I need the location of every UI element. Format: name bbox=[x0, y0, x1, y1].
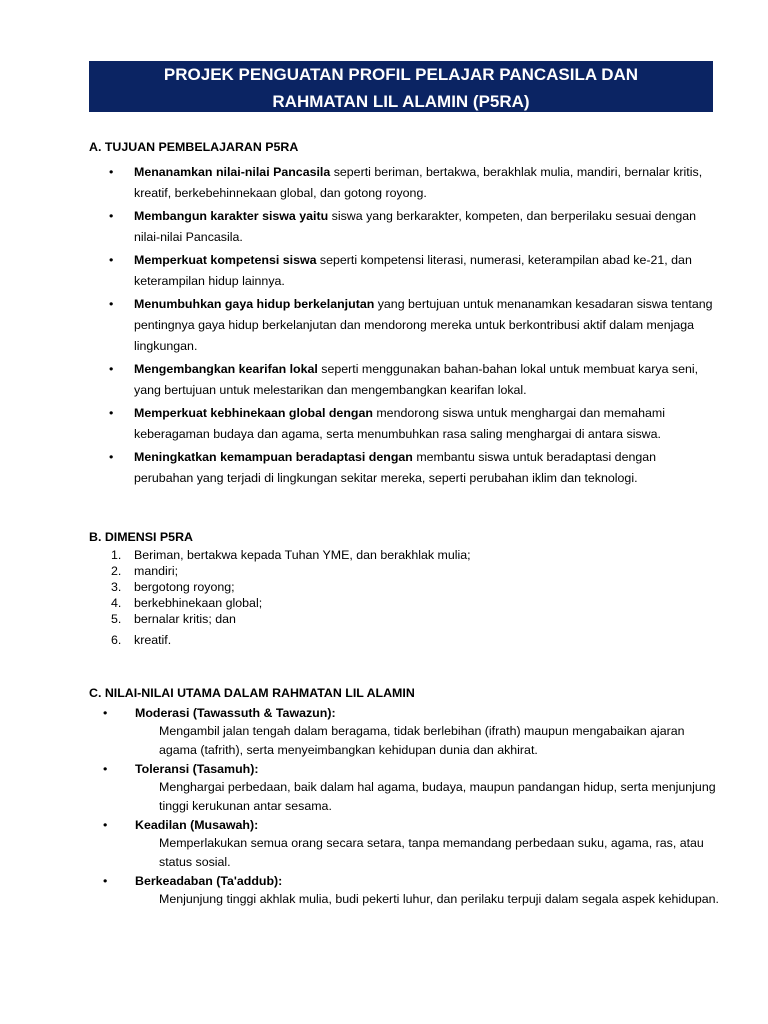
list-item bbox=[107, 250, 715, 292]
item-text: mandiri; bbox=[134, 564, 179, 578]
bullet-icon: • bbox=[109, 406, 114, 421]
list-item bbox=[111, 563, 471, 579]
bullet-icon: • bbox=[103, 874, 108, 888]
dimensions-list bbox=[111, 547, 471, 648]
list-item bbox=[107, 162, 715, 204]
bullet-icon: • bbox=[109, 165, 114, 179]
item-text: seperti menggunakan bahan-bahan lokal untuk membuat karya seni, yang bertujuan untuk melestarikan dan mengembangkan kearifan lokal. bbox=[134, 362, 699, 397]
bullet-icon: • bbox=[109, 362, 114, 377]
list-item bbox=[111, 632, 471, 648]
item-text: seperti kompetensi literasi, numerasi, keterampilan abad ke-21, dan keterampilan hidup lainnya. bbox=[134, 253, 692, 288]
list-item bbox=[103, 760, 723, 815]
item-number: 2. bbox=[111, 564, 122, 578]
list-item bbox=[103, 704, 723, 759]
list-item bbox=[111, 579, 471, 595]
document-title-banner bbox=[89, 61, 713, 112]
title-line-1: PROJEK PENGUATAN PROFIL PELAJAR PANCASILA DAN bbox=[163, 65, 639, 84]
item-text: membantu siswa untuk beradaptasi dengan perubahan yang terjadi di lingkungan sekitar mereka, seperti perubahan iklim dan teknologi. bbox=[134, 450, 657, 486]
section-a-heading: A. TUJUAN PEMBELAJARAN P5RA bbox=[89, 140, 299, 154]
value-term: Keadilan (Musawah): bbox=[135, 818, 259, 832]
item-text: bergotong royong; bbox=[134, 580, 235, 594]
item-bold: Mengembangkan kearifan lokal bbox=[134, 362, 318, 377]
item-text: mendorong siswa untuk menghargai dan memahami keberagaman budaya dan agama, serta menumbuhkan rasa saling menghargai di antara siswa. bbox=[134, 406, 665, 442]
bullet-icon: • bbox=[103, 706, 108, 720]
bullet-icon: • bbox=[109, 450, 114, 465]
item-text: seperti beriman, bertakwa, berakhlak mulia, mandiri, bernalar kritis, kreatif, berkebehinnekaan global, dan gotong royong. bbox=[134, 165, 703, 200]
title-line-2: RAHMATAN LIL ALAMIN (P5RA) bbox=[272, 92, 530, 111]
value-description: Menjunjung tinggi akhlak mulia, budi pekerti luhur, dan perilaku terpuji dalam segala aspek kehidupan. bbox=[159, 892, 719, 906]
value-description: Mengambil jalan tengah dalam beragama, tidak berlebihan (ifrath) maupun mengabaikan ajaran agama (tafrith), serta menyeimbangkan kehidupan dunia dan akhirat. bbox=[159, 724, 685, 757]
value-term: Toleransi (Tasamuh): bbox=[135, 762, 259, 776]
value-term: Berkeadaban (Ta'addub): bbox=[135, 874, 283, 888]
list-item bbox=[107, 403, 715, 445]
item-bold: Meningkatkan kemampuan beradaptasi dengan bbox=[134, 450, 413, 465]
list-item bbox=[111, 547, 471, 563]
list-item bbox=[107, 294, 715, 356]
item-bold: Menanamkan nilai-nilai Pancasila bbox=[134, 165, 331, 179]
section-b-heading: B. DIMENSI P5RA bbox=[89, 530, 193, 544]
bullet-icon: • bbox=[109, 297, 114, 312]
value-description: Memperlakukan semua orang secara setara, tanpa memandang perbedaan suku, agama, ras, atau status sosial. bbox=[159, 836, 704, 869]
item-text: kreatif. bbox=[134, 633, 172, 647]
list-item bbox=[107, 447, 715, 489]
item-number: 1. bbox=[111, 548, 122, 562]
bullet-icon: • bbox=[109, 253, 114, 268]
item-number: 4. bbox=[111, 596, 122, 610]
item-number: 6. bbox=[111, 633, 122, 647]
item-bold: Membangun karakter siswa yaitu bbox=[134, 209, 329, 224]
list-item bbox=[111, 611, 471, 627]
list-item bbox=[103, 816, 723, 871]
bullet-icon: • bbox=[103, 762, 108, 776]
item-bold: Memperkuat kebhinekaan global dengan bbox=[134, 406, 373, 421]
bullet-icon: • bbox=[103, 818, 108, 832]
item-number: 5. bbox=[111, 612, 122, 626]
item-text: bernalar kritis; dan bbox=[134, 612, 236, 626]
list-item bbox=[103, 872, 723, 909]
learning-objectives-list bbox=[107, 162, 715, 491]
list-item bbox=[111, 595, 471, 611]
bullet-icon: • bbox=[109, 209, 114, 224]
item-text: siswa yang berkarakter, kompeten, dan berperilaku sesuai dengan nilai-nilai Pancasila. bbox=[134, 209, 697, 244]
item-text: Beriman, bertakwa kepada Tuhan YME, dan berakhlak mulia; bbox=[134, 548, 471, 562]
item-text: yang bertujuan untuk menanamkan kesadaran siswa tentang pentingnya gaya hidup berkelanjutan dan mendorong mereka untuk berkontribusi aktif dalam menjaga lingkungan. bbox=[134, 297, 713, 353]
item-bold: Memperkuat kompetensi siswa bbox=[134, 253, 317, 268]
value-term: Moderasi (Tawassuth & Tawazun): bbox=[135, 706, 336, 720]
core-values-list bbox=[103, 704, 723, 910]
list-item bbox=[107, 359, 715, 401]
item-bold: Menumbuhkan gaya hidup berkelanjutan bbox=[134, 297, 375, 312]
item-text: berkebhinekaan global; bbox=[134, 596, 263, 610]
item-number: 3. bbox=[111, 580, 122, 594]
value-description: Menghargai perbedaan, baik dalam hal agama, budaya, maupun pandangan hidup, serta menjunjung tinggi kerukunan antar sesama. bbox=[159, 780, 716, 813]
section-c-heading: C. NILAI-NILAI UTAMA DALAM RAHMATAN LIL ALAMIN bbox=[89, 686, 415, 700]
list-item bbox=[107, 206, 715, 248]
